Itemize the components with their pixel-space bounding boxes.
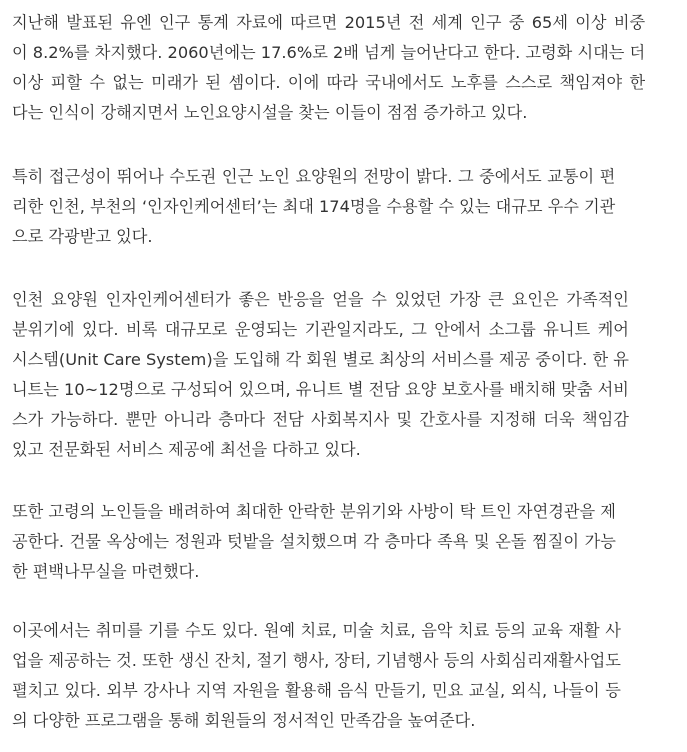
paragraph-programs [12,616,621,736]
text-line: 공한다. 건물 옥상에는 정원과 텃밭을 설치했으며 각 층마다 족욕 및 온돌 찜질이 가능 [12,532,616,551]
text-line: 인천 요양원 인자인케어센터가 좋은 반응을 얻을 수 있었던 가장 큰 요인은 가족적인 [12,290,629,309]
paragraph-unit-care [12,285,629,465]
text-line: 이 8.2%를 차지했다. 2060년에는 17.6%로 2배 넘게 늘어난다고 한다. 고령화 시대는 더 [12,43,646,62]
text-line: 이곳에서는 취미를 기를 수도 있다. 원예 치료, 미술 치료, 음악 치료 등의 교육 재활 사 [12,621,621,640]
text-line: 펼치고 있다. 외부 강사나 지역 자원을 활용해 음식 만들기, 민요 교실, 외식, 나들이 등 [12,681,621,700]
paragraph-environment [12,497,616,587]
text-line: 또한 고령의 노인들을 배려하여 최대한 안락한 분위기와 사방이 탁 트인 자연경관을 제 [12,502,616,521]
text-line: 시스템(Unit Care System)을 도입해 각 회원 별로 최상의 서비스를 제공 중이다. 한 유 [12,350,629,369]
paragraph-population-statistics [12,8,645,128]
text-line: 분위기에 있다. 비록 대규모로 운영되는 기관일지라도, 그 안에서 소그룹 유니트 케어 [12,320,629,339]
text-line: 의 다양한 프로그램을 통해 회원들의 정서적인 만족감을 높여준다. [12,711,476,730]
text-line: 이상 피할 수 없는 미래가 된 셈이다. 이에 따라 국내에서도 노후를 스스로 책임져야 한 [12,73,646,92]
text-line: 니트는 10~12명으로 구성되어 있으며, 유니트 별 전담 요양 보호사를 배치해 맞춤 서비 [12,380,629,399]
text-line: 지난해 발표된 유엔 인구 통계 자료에 따르면 2015년 전 세계 인구 중 65세 이상 비중 [12,13,646,32]
paragraph-accessibility [12,162,615,252]
text-line: 스가 가능하다. 뿐만 아니라 층마다 전담 사회복지사 및 간호사를 지정해 더욱 책임감 [12,410,629,429]
text-line: 다는 인식이 강해지면서 노인요양시설을 찾는 이들이 점점 증가하고 있다. [12,103,528,122]
text-line: 한 편백나무실을 마련했다. [12,562,200,581]
text-line: 업을 제공하는 것. 또한 생신 잔치, 절기 행사, 장터, 기념행사 등의 사회심리재활사업도 [12,651,621,670]
text-line: 특히 접근성이 뛰어나 수도권 인근 노인 요양원의 전망이 밝다. 그 중에서도 교통이 편 [12,167,616,186]
text-line: 으로 각광받고 있다. [12,227,153,246]
text-line: 있고 전문화된 서비스 제공에 최선을 다하고 있다. [12,440,361,459]
text-line: 리한 인천, 부천의 ‘인자인케어센터’는 최대 174명을 수용할 수 있는 대규모 우수 기관 [12,197,616,216]
